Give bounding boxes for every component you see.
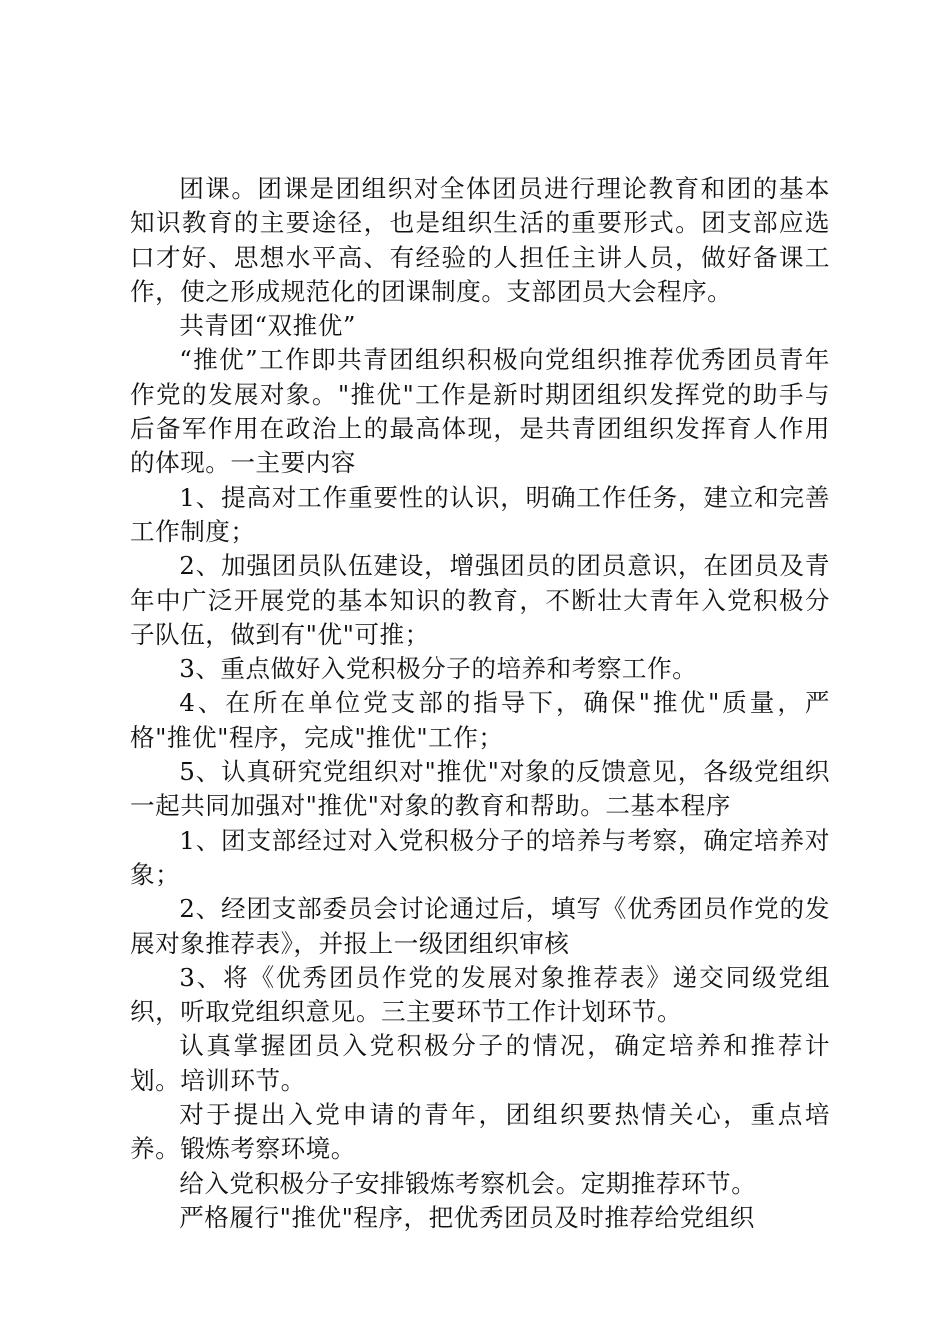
paragraph-13: 对于提出入党申请的青年，团组织要热情关心，重点培养。锻炼考察环境。 xyxy=(130,1100,830,1164)
paragraph-4: 1、提高对工作重要性的认识，明确工作任务，建立和完善工作制度； xyxy=(130,482,830,546)
paragraph-14: 给入党积极分子安排锻炼考察机会。定期推荐环节。 xyxy=(179,1168,757,1198)
document-body xyxy=(130,172,830,1235)
paragraph-9: 1、团支部经过对入党积极分子的培养与考察，确定培养对象； xyxy=(130,825,830,889)
paragraph-11: 3、将《优秀团员作党的发展对象推荐表》递交同级党组织，听取党组织意见。三主要环节工作计划环节。 xyxy=(130,962,830,1027)
paragraph-7: 4、在所在单位党支部的指导下，确保"推优"质量，严格"推优"程序，完成"推优"工作； xyxy=(130,688,830,752)
paragraph-6: 3、重点做好入党积极分子的培养和考察工作。 xyxy=(179,654,698,684)
paragraph-1: 团课。团课是团组织对全体团员进行理论教育和团的基本知识教育的主要途径，也是组织生活的重要形式。团支部应选口才好、思想水平高、有经验的人担任主讲人员，做好备课工作，使之形成规范化的团课制度。支部团员大会程序。 xyxy=(130,174,830,306)
paragraph-5: 2、加强团员队伍建设，增强团员的团员意识，在团员及青年中广泛开展党的基本知识的教育，不断壮大青年入党积极分子队伍，做到有"优"可推； xyxy=(130,551,830,649)
paragraph-15: 严格履行"推优"程序，把优秀团员及时推荐给党组织 xyxy=(179,1202,755,1232)
paragraph-10: 2、经团支部委员会讨论通过后，填写《优秀团员作党的发展对象推荐表》，并报上一级团组织审核 xyxy=(130,894,830,958)
paragraph-2: 共青团“双推优” xyxy=(179,311,356,341)
paragraph-12: 认真掌握团员入党积极分子的情况，确定培养和推荐计划。培训环节。 xyxy=(130,1031,830,1095)
paragraph-8: 5、认真研究党组织对"推优"对象的反馈意见，各级党组织一起共同加强对"推优"对象的教育和帮助。二基本程序 xyxy=(130,757,830,821)
paragraph-3: “推优”工作即共青团组织积极向党组织推荐优秀团员青年作党的发展对象。"推优"工作是新时期团组织发挥党的助手与后备军作用在政治上的最高体现，是共青团组织发挥育人作用的体现。一主要内容 xyxy=(130,345,830,478)
